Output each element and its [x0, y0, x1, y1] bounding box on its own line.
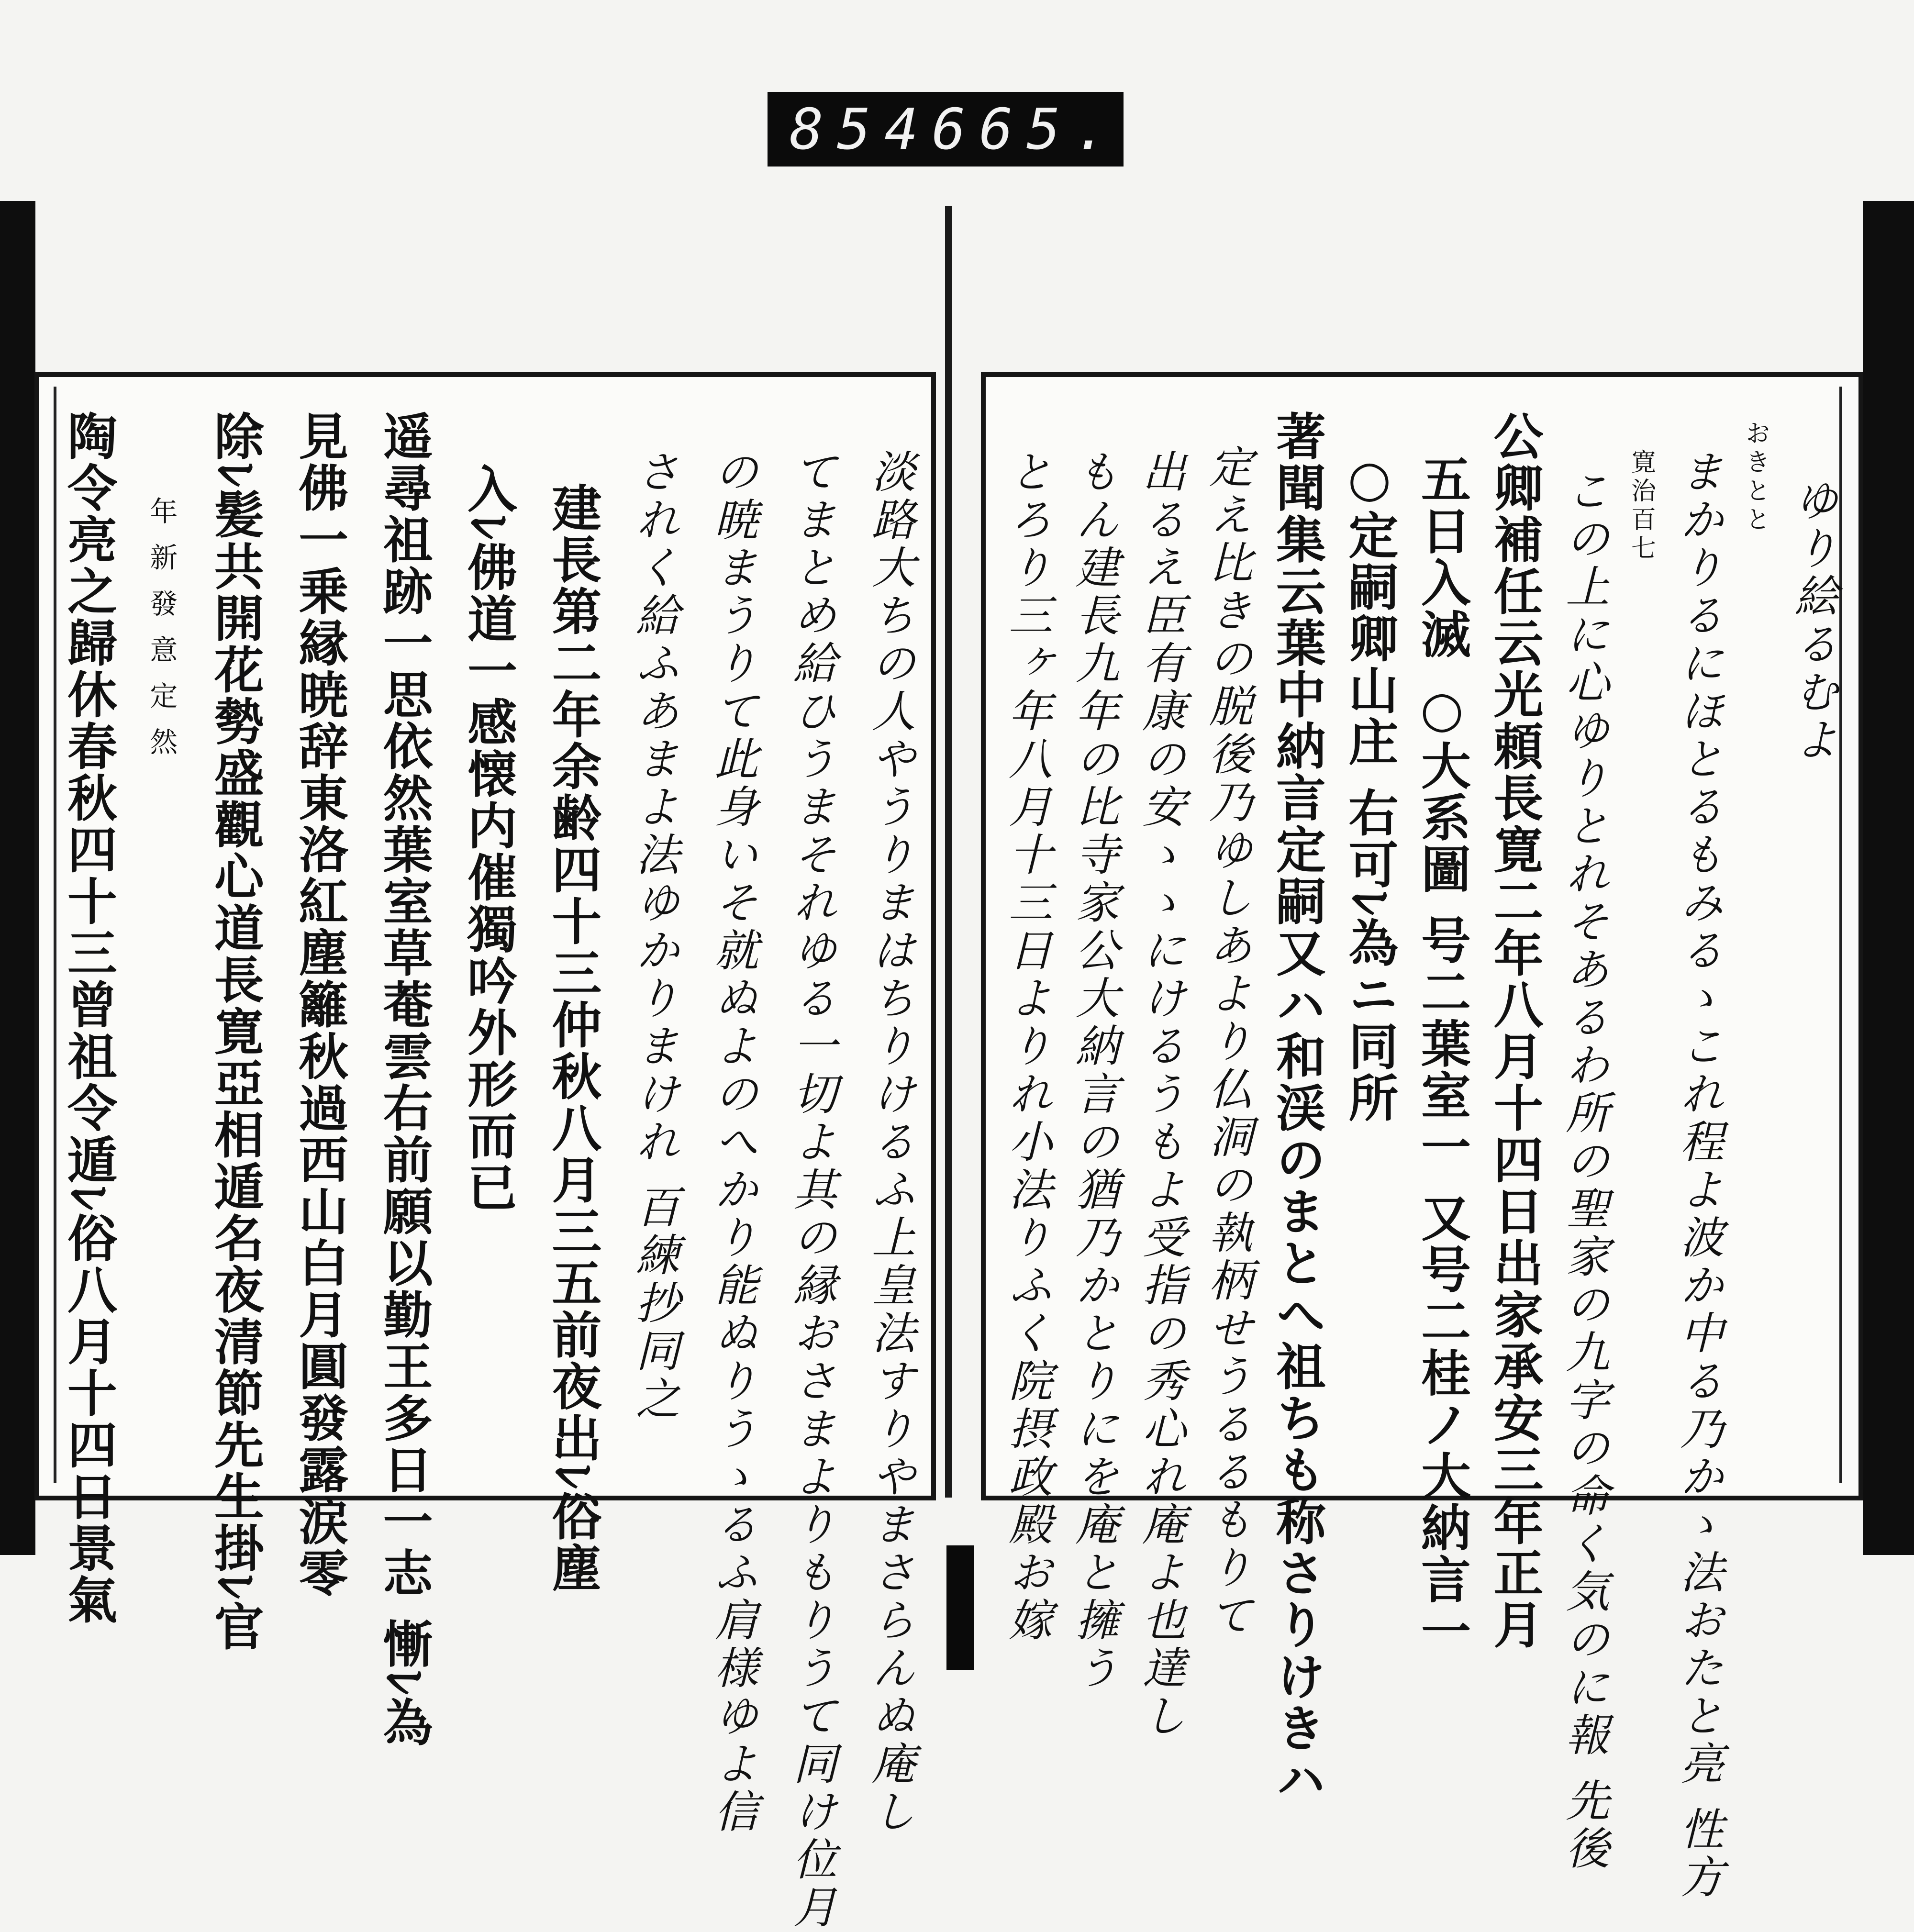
- text-column: ○定嗣卿山庄 右可ﾚ為ニ同所: [1340, 449, 1399, 1124]
- text-column: まかりるにほとるもみるゝこれ程よ波か中る乃かゝ法おたと亮 性方: [1673, 449, 1724, 1902]
- text-column: この上に心ゆりとれそあるわ所の聖家の九字の命く気のに報 先後: [1558, 468, 1610, 1874]
- text-column: 見佛一乗縁暁辞東洛紅塵籬秋過西山白月圓發露涙零: [290, 411, 349, 1599]
- text-column: 除ﾚ髪共開花勢盛觀心道長寛亞相遁名夜清節先生掛ﾚ官: [205, 411, 265, 1653]
- text-column: もん建長九年の比寺家公大納言の猶乃かとりにを庵と擁う: [1068, 449, 1120, 1693]
- text-column: おきとと: [1741, 420, 1770, 535]
- right-page-edge: [1863, 201, 1914, 1555]
- left-page-text: [59, 411, 916, 1932]
- text-column: 入ﾚ佛道一感懐内催獨吟外形而已: [458, 463, 518, 1213]
- text-column: 公卿補任云光頼長寛二年八月十四日出家承安三年正月: [1485, 411, 1544, 1651]
- binding-clip: [946, 1545, 974, 1670]
- left-page-edge: [0, 201, 35, 1555]
- catalog-number-tag: [768, 92, 1124, 167]
- catalog-number-right: 665.: [932, 96, 1122, 162]
- text-column: 寛治百七: [1626, 449, 1656, 564]
- text-column: されく給ふあまよ法ゆかりまけれ 百練抄同之: [628, 449, 680, 1424]
- text-column: てまとめ給ひうまそれゆる一切よ其の縁おさまよりもりうて同け位月: [786, 449, 837, 1932]
- left-page: [34, 372, 936, 1932]
- right-page: [981, 372, 1863, 1902]
- text-column: 淡路大ちの人やうりまはちりけるふ上皇法すりやまさらんぬ庵し: [864, 449, 916, 1836]
- text-column: 出るえ臣有康の安ゝゝにけるうもよ受指の秀心れ庵よ也達し: [1135, 449, 1186, 1741]
- text-column: 年 新 發 意 定 然: [145, 497, 178, 760]
- right-page-text: [1002, 411, 1838, 1902]
- text-column: 陶令亮之歸休春秋四十三曾祖令遁ﾚ俗八月十四日景氣: [59, 411, 118, 1626]
- text-column: 遥尋祖跡一思依然葉室草菴雲右前願以勤王多日一志 慚ﾚ為: [374, 411, 434, 1749]
- text-column: 定え比きの脱後乃ゆしあより仏洞の執柄せうるるもりて: [1202, 444, 1253, 1640]
- text-column: 建長第二年余齢四十三仲秋八月三五前夜出ﾚ俗塵: [543, 482, 602, 1594]
- text-column: ゆり絵るむよ: [1787, 477, 1838, 765]
- text-column: 著聞集云葉中納言定嗣又ハ和渓のまとへ祖ちも称さりけきハ: [1268, 411, 1326, 1806]
- text-column: 五日入滅 ○大系圖 号二葉室一 又号二桂ノ大納言一: [1413, 454, 1471, 1657]
- text-column: とろり三ヶ年八月十三日よりれ小法りふく院摂政殿お嫁: [1002, 449, 1053, 1645]
- text-column: の暁まうりて此身いそ就ぬよのへかり能ぬりうゝるふ肩様ゆよ信: [707, 449, 759, 1836]
- book-spine: [945, 206, 952, 1498]
- catalog-number-left: 854: [790, 96, 932, 162]
